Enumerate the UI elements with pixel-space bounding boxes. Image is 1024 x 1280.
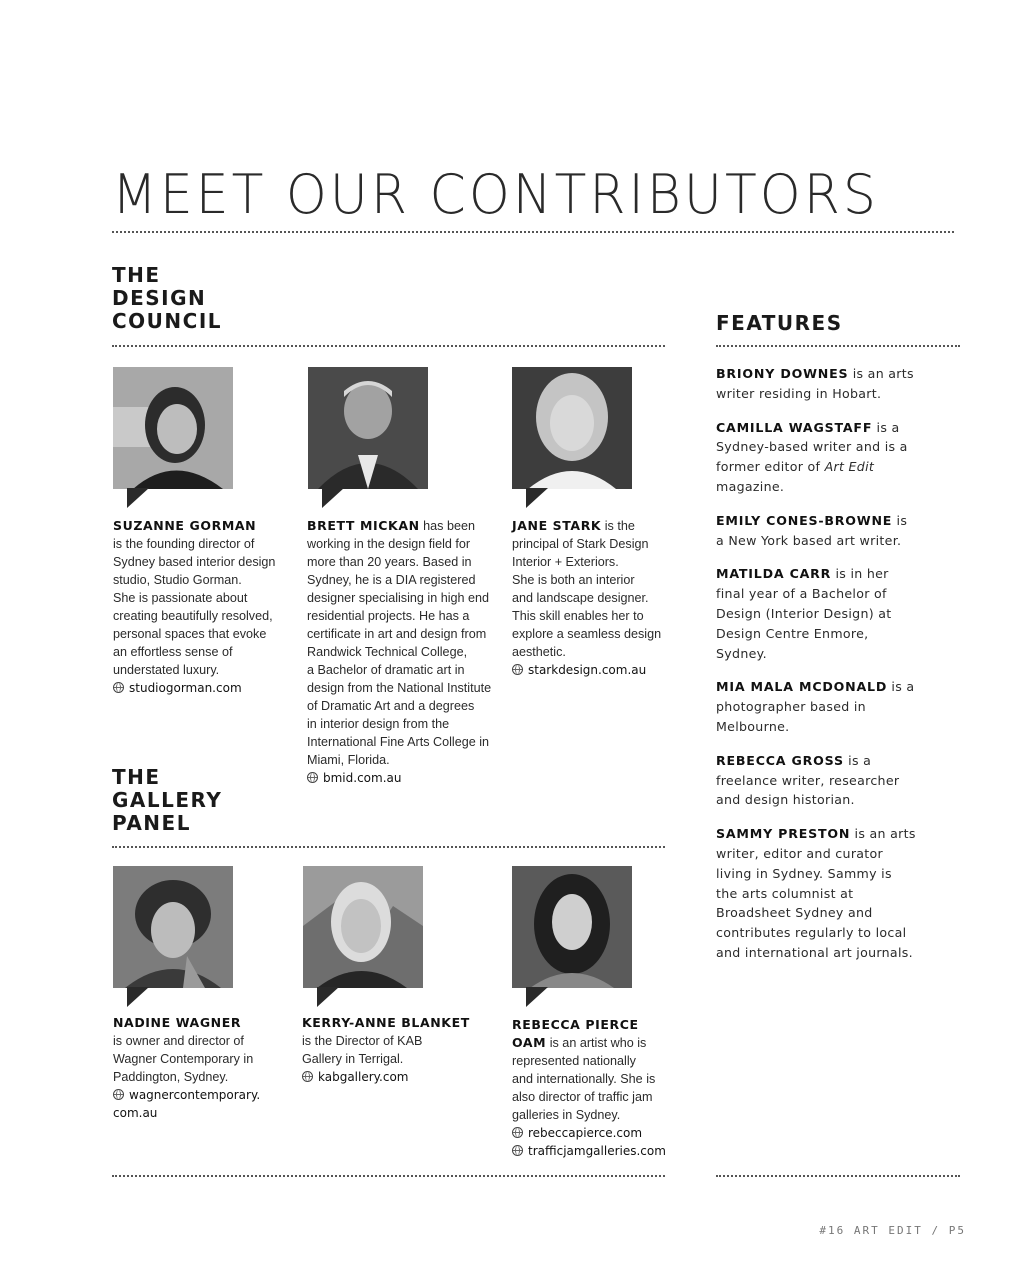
contributor-name-suffix: OAM bbox=[512, 1035, 547, 1050]
feature-entry: CAMILLA WAGSTAFF is a Sydney-based writer and is a former editor of Art Edit magazine. bbox=[716, 419, 908, 494]
bio-line: is the founding director of bbox=[113, 537, 255, 551]
bio-line: and internationally. She is bbox=[512, 1072, 656, 1086]
bio-line: Randwick Technical College, bbox=[307, 645, 468, 659]
bio-line: principal of Stark Design bbox=[512, 537, 649, 551]
title-divider bbox=[112, 231, 954, 233]
bio-line: Interior + Exteriors. bbox=[512, 555, 619, 569]
feature-entry: SAMMY PRESTON is an arts writer, editor and curator living in Sydney. Sammy is the arts columnist at Broadsheet Sydney and contributes regularly to local and international art journals. bbox=[716, 826, 916, 960]
contributor-name: JANE STARK bbox=[512, 518, 602, 533]
features-divider bbox=[716, 345, 960, 347]
bio-line: Paddington, Sydney. bbox=[113, 1070, 229, 1084]
design-council-divider bbox=[112, 345, 665, 347]
page-title: MEET OUR CONTRIBUTORS bbox=[112, 163, 879, 227]
website-link[interactable]: kabgallery.com bbox=[302, 1068, 480, 1086]
rebecca-pierce-photo bbox=[512, 866, 632, 1006]
bio-line: studio, Studio Gorman. bbox=[113, 573, 242, 587]
bio-line: galleries in Sydney. bbox=[512, 1108, 621, 1122]
bio-line: an effortless sense of bbox=[113, 645, 233, 659]
bio-line: certificate in art and design from bbox=[307, 627, 487, 641]
bio-line: is owner and director of bbox=[113, 1034, 244, 1048]
design-council-heading: THE DESIGN COUNCIL bbox=[112, 263, 223, 333]
globe-icon bbox=[512, 1145, 523, 1156]
bio-line: more than 20 years. Based in bbox=[307, 555, 472, 569]
nadine-wagner-bio bbox=[113, 1014, 291, 1122]
bio-line: has been bbox=[419, 519, 475, 533]
features-list bbox=[716, 364, 916, 977]
features-heading: FEATURES bbox=[716, 311, 843, 335]
bottom-divider-right bbox=[716, 1175, 960, 1177]
contributor-name: BRETT MICKAN bbox=[307, 518, 420, 533]
bio-line: design from the National Institute bbox=[307, 681, 492, 695]
bio-line: Gallery in Terrigal. bbox=[302, 1052, 404, 1066]
bio-line: Sydney, he is a DIA registered bbox=[307, 573, 476, 587]
bio-line: represented nationally bbox=[512, 1054, 636, 1068]
bio-line: is the bbox=[601, 519, 635, 533]
contributor-name: NADINE WAGNER bbox=[113, 1015, 242, 1030]
bio-line: creating beautifully resolved, bbox=[113, 609, 273, 623]
website-link-continued[interactable]: com.au bbox=[113, 1106, 158, 1120]
bio-line: working in the design field for bbox=[307, 537, 471, 551]
globe-icon bbox=[512, 664, 523, 675]
gallery-panel-heading: THE GALLERY PANEL bbox=[112, 765, 223, 835]
contributor-name: KERRY-ANNE BLANKET bbox=[302, 1015, 470, 1030]
bio-line: This skill enables her to bbox=[512, 609, 644, 623]
bio-line: a Bachelor of dramatic art in bbox=[307, 663, 465, 677]
bio-line: She is passionate about bbox=[113, 591, 248, 605]
bio-line: aesthetic. bbox=[512, 645, 566, 659]
bio-line: personal spaces that evoke bbox=[113, 627, 267, 641]
bio-line: International Fine Arts College in bbox=[307, 735, 490, 749]
bio-line: in interior design from the bbox=[307, 717, 450, 731]
contributor-name: REBECCA PIERCE bbox=[512, 1017, 639, 1032]
bio-line: is an artist who is bbox=[546, 1036, 647, 1050]
bio-line: also director of traffic jam bbox=[512, 1090, 653, 1104]
nadine-wagner-photo bbox=[113, 866, 233, 1006]
brett-mickan-photo bbox=[308, 367, 428, 507]
kerry-anne-blanket-photo bbox=[303, 866, 423, 1006]
bio-line: and landscape designer. bbox=[512, 591, 649, 605]
globe-icon bbox=[113, 682, 124, 693]
globe-icon bbox=[113, 1089, 124, 1100]
jane-stark-photo bbox=[512, 367, 632, 507]
feature-entry: EMILY CONES-BROWNE is a New York based art writer. bbox=[716, 512, 908, 548]
website-link[interactable]: bmid.com.au bbox=[307, 769, 497, 787]
suzanne-gorman-photo bbox=[113, 367, 233, 507]
bio-line: understated luxury. bbox=[113, 663, 220, 677]
feature-entry: MIA MALA MCDONALD is a photographer based in Melbourne. bbox=[716, 679, 915, 734]
bio-line: residential projects. He has a bbox=[307, 609, 470, 623]
bio-line: of Dramatic Art and a degrees bbox=[307, 699, 475, 713]
page-footer: #16 ART EDIT / P5 bbox=[819, 1224, 966, 1237]
bio-line: designer specialising in high end bbox=[307, 591, 490, 605]
bio-line: explore a seamless design bbox=[512, 627, 662, 641]
globe-icon bbox=[302, 1071, 313, 1082]
globe-icon bbox=[307, 772, 318, 783]
jane-stark-bio bbox=[512, 517, 672, 679]
bio-line: Wagner Contemporary in bbox=[113, 1052, 254, 1066]
bottom-divider-left bbox=[112, 1175, 665, 1177]
website-link[interactable]: rebeccapierce.com bbox=[512, 1124, 682, 1142]
bio-line: Miami, Florida. bbox=[307, 753, 390, 767]
contributor-name: SUZANNE GORMAN bbox=[113, 518, 257, 533]
feature-entry: REBECCA GROSS is a freelance writer, researcher and design historian. bbox=[716, 752, 900, 808]
website-link[interactable]: starkdesign.com.au bbox=[512, 661, 672, 679]
feature-entry: MATILDA CARR is in her final year of a Bachelor of Design (Interior Design) at Design Centre Enmore, Sydney. bbox=[716, 566, 892, 661]
brett-mickan-bio bbox=[307, 517, 497, 787]
suzanne-gorman-bio bbox=[113, 517, 291, 697]
bio-line: She is both an interior bbox=[512, 573, 635, 587]
website-link[interactable]: trafficjamgalleries.com bbox=[512, 1142, 682, 1160]
rebecca-pierce-bio bbox=[512, 1016, 682, 1160]
website-link[interactable]: wagnercontemporary. bbox=[113, 1086, 291, 1104]
globe-icon bbox=[512, 1127, 523, 1138]
website-link[interactable]: studiogorman.com bbox=[113, 679, 291, 697]
gallery-panel-divider bbox=[112, 846, 665, 848]
bio-line: Sydney based interior design bbox=[113, 555, 276, 569]
bio-line: is the Director of KAB bbox=[302, 1034, 423, 1048]
feature-entry: BRIONY DOWNES is an arts writer residing in Hobart. bbox=[716, 366, 914, 401]
kerry-anne-blanket-bio bbox=[302, 1014, 480, 1086]
